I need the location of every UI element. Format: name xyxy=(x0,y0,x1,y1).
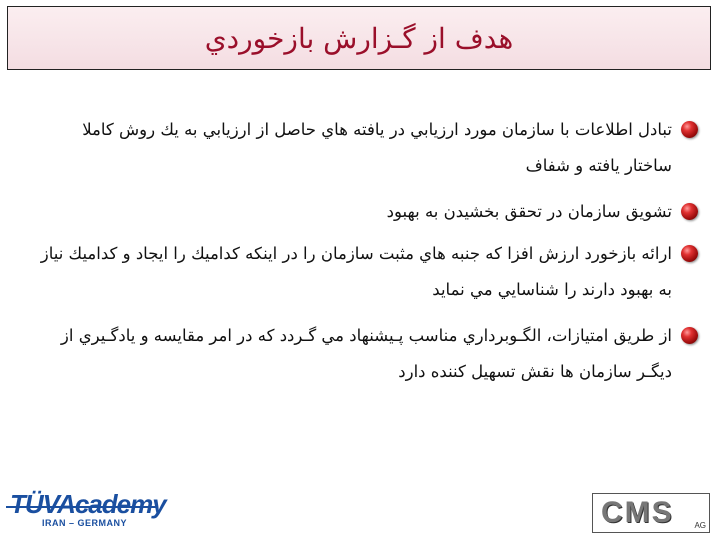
tuv-academy-wordmark: TÜVAcademy xyxy=(10,489,166,519)
bullet-item-3 xyxy=(30,236,704,308)
cms-wordmark: CMS xyxy=(601,496,674,529)
slide-title: هدف از گـزارش بازخوردي xyxy=(204,21,514,55)
red-sphere-bullet-icon xyxy=(681,245,698,262)
bullet-text-2: تشويق سازمان در تحقق بخشيدن به بهبود xyxy=(386,202,672,221)
bullet-list xyxy=(30,112,704,400)
bullet-item-2 xyxy=(30,194,704,230)
cms-logo xyxy=(592,493,710,533)
bullet-text-4: از طريق امتيازات، الگـوبرداري مناسب پـيشنهاد مي گـردد كه در امر مقايسه و يادگـيري از ديگـر سازمان ها نقش تسهيل كننده دارد xyxy=(60,326,672,381)
bullet-item-4 xyxy=(30,318,704,390)
tuv-academy-logo xyxy=(6,490,166,534)
red-sphere-bullet-icon xyxy=(681,203,698,220)
cms-ag-label: AG xyxy=(694,521,706,530)
red-sphere-bullet-icon xyxy=(681,121,698,138)
red-sphere-bullet-icon xyxy=(681,327,698,344)
bullet-text-1: تبادل اطلاعات با سازمان مورد ارزيابي در يافته هاي حاصل از ارزيابي به يك روش كاملا ساختار يافته و شفاف xyxy=(82,120,672,175)
bullet-text-3: ارائه بازخورد ارزش افزا كه جنبه هاي مثبت سازمان را در اينكه كداميك را ايجاد و كداميك نياز به بهبود دارند را شناسايي مي نمايد xyxy=(40,244,672,299)
tuv-academy-subtitle: IRAN – GERMANY xyxy=(42,518,128,528)
bullet-item-1 xyxy=(30,112,704,184)
title-box xyxy=(7,6,711,70)
